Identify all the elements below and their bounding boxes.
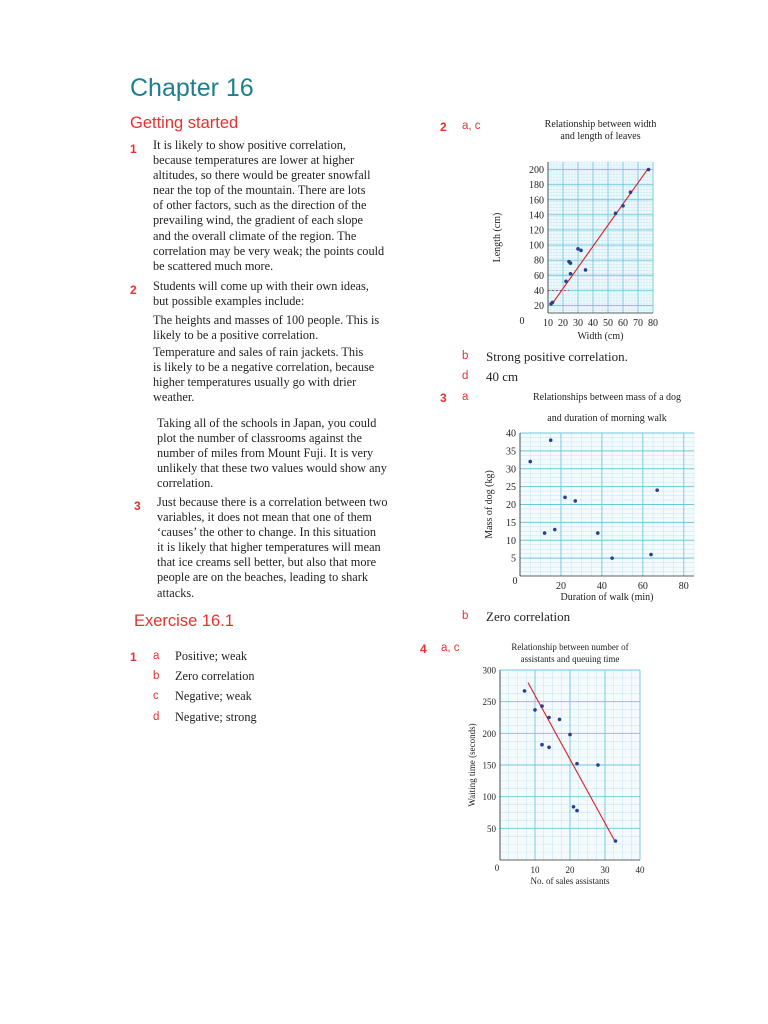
y-tick-label: 10 (506, 535, 516, 547)
right-q3b-answer: Zero correlation (486, 609, 571, 624)
chart-title: and duration of morning walk (547, 413, 667, 424)
data-point (575, 809, 579, 813)
data-point (579, 249, 583, 253)
x-tick-label: 30 (600, 865, 610, 875)
x-tick-label: 80 (678, 581, 689, 592)
chart-title: Relationship between number of (511, 642, 629, 652)
right-q3-number: 3 (440, 391, 447, 405)
right-q4-parts: a, c (441, 642, 460, 654)
y-tick-label: 100 (482, 792, 496, 803)
x-tick-label: 0 (512, 576, 518, 587)
data-point (649, 553, 653, 557)
x-tick-label: 40 (588, 318, 598, 329)
x-axis-label: Duration of walk (min) (560, 592, 654, 603)
chart-title: Relationship between width (544, 119, 657, 130)
data-point (547, 745, 551, 749)
data-point (528, 460, 532, 464)
y-tick-label: 20 (534, 300, 544, 312)
data-point (543, 531, 547, 535)
y-tick-label: 100 (529, 240, 544, 252)
data-point (621, 204, 625, 208)
data-point (655, 488, 659, 492)
right-q2-number: 2 (440, 120, 447, 134)
x-tick-label: 60 (618, 318, 628, 329)
y-tick-label: 35 (506, 446, 516, 458)
y-tick-label: 50 (487, 823, 496, 834)
x-tick-label: 30 (573, 318, 583, 329)
x-tick-label: 80 (648, 318, 658, 329)
data-point (647, 168, 651, 172)
x-tick-label: 40 (596, 581, 607, 592)
y-axis-label: Mass of dog (kg) (484, 470, 495, 539)
right-q2b-letter: b (462, 350, 469, 362)
y-tick-label: 140 (529, 210, 544, 222)
data-point (596, 531, 600, 535)
y-tick-label: 180 (529, 180, 544, 192)
y-axis-label: Waiting time (seconds) (467, 723, 477, 807)
gs-q2-example-2: Temperature and sales of rain jackets. This is likely to be a negative correlation, because higher temperatures usually go with drier weather. (153, 345, 375, 405)
chart-title: Relationships between mass of a dog (532, 392, 682, 403)
y-axis-label: Length (cm) (492, 212, 503, 263)
right-q2-parts: a, c (462, 120, 481, 132)
data-point (610, 556, 614, 560)
gs-q1-number: 1 (130, 142, 137, 156)
data-point (563, 496, 567, 500)
x-axis-label: No. of sales assistants (530, 876, 610, 886)
y-tick-label: 15 (506, 517, 516, 529)
exercise-item-text: Negative; strong (175, 710, 257, 724)
x-tick-label: 20 (565, 865, 575, 875)
gs-q2-number: 2 (130, 283, 137, 297)
chart-title: assistants and queuing time (520, 654, 620, 664)
data-point (573, 499, 577, 503)
y-tick-label: 150 (482, 760, 496, 771)
data-point (564, 279, 568, 283)
x-tick-label: 70 (633, 318, 643, 329)
x-tick-label: 50 (603, 318, 613, 329)
exercise-item-text: Positive; weak (175, 649, 248, 663)
gs-q2-example-1: The heights and masses of 100 people. This is likely to be a positive correlation. (153, 313, 380, 343)
x-tick-label: 20 (558, 318, 568, 329)
gs-q2-intro: Students will come up with their own ideas, but possible examples include: (153, 279, 369, 309)
y-tick-label: 40 (506, 428, 516, 440)
data-point (614, 212, 618, 216)
right-q2d-answer: 40 cm (486, 369, 519, 384)
dog-mass-walk-chart (470, 388, 700, 606)
gs-q3-number: 3 (134, 499, 141, 513)
data-point (540, 743, 544, 747)
x-tick-label: 10 (530, 865, 540, 875)
x-tick-label: 40 (635, 865, 645, 875)
gs-q3-text: Just because there is a correlation between two variables, it does not mean that one of them ‘causes’ the other to change. In this situation it is likely that higher temperatures will mean that ice creams sell better, but also that more people are on the beaches, leading to shark attacks. (157, 495, 388, 600)
x-tick-label: 20 (555, 581, 566, 592)
data-point (553, 528, 557, 532)
y-tick-label: 40 (534, 285, 544, 297)
chapter-title: Chapter 16 (130, 74, 254, 102)
y-tick-label: 300 (482, 665, 496, 676)
gs-q1-text: It is likely to show positive correlation, because temperatures are lower at higher altitudes, so there would be greater snowfall near the top of the mountain. There are lots of other factors, such as the direction of the prevailing wind, the gradient of each slope and the overall climate of the region. The correlation may be very weak; the points could be scattered much more. (153, 138, 385, 273)
exercise-item-letter: a (153, 650, 160, 662)
data-point (533, 708, 537, 712)
y-tick-label: 120 (529, 225, 544, 237)
right-q2b-answer: Strong positive correlation. (486, 349, 628, 364)
exercise-item-text: Zero correlation (175, 669, 255, 683)
exercise-item-letter: d (153, 711, 160, 723)
y-tick-label: 80 (534, 255, 544, 267)
right-q2d-letter: d (462, 370, 469, 382)
y-tick-label: 200 (529, 165, 544, 177)
data-point (549, 438, 553, 442)
data-point (568, 733, 572, 737)
right-q4-number: 4 (420, 642, 427, 656)
data-point (540, 704, 544, 708)
data-point (572, 805, 576, 809)
exercise-item-letter: b (153, 670, 160, 682)
x-tick-label: 60 (637, 581, 648, 592)
exercise-heading: Exercise 16.1 (134, 612, 234, 630)
data-point (596, 763, 600, 767)
data-point (584, 268, 588, 272)
exercise-item-letter: c (153, 690, 159, 702)
x-tick-label: 0 (494, 863, 500, 873)
data-point (614, 839, 618, 843)
getting-started-heading: Getting started (130, 114, 239, 132)
x-axis-label: Width (cm) (577, 331, 624, 342)
data-point (575, 762, 579, 766)
x-tick-label: 10 (543, 318, 553, 329)
data-point (569, 261, 573, 265)
data-point (569, 272, 573, 276)
gs-q2-example-3: Taking all of the schools in Japan, you could plot the number of classrooms against the number of miles from Mount Fuji. It is very unlikely that these two values would show any correlation. (157, 416, 387, 491)
y-tick-label: 25 (506, 482, 516, 494)
chart-title: and length of leaves (560, 131, 641, 142)
exercise-q1-number: 1 (130, 650, 137, 664)
exercise-item-text: Negative; weak (175, 689, 252, 703)
y-tick-label: 5 (511, 553, 516, 565)
y-tick-label: 250 (482, 697, 496, 708)
right-q3b-letter: b (462, 610, 469, 622)
data-point (558, 718, 562, 722)
y-tick-label: 20 (506, 500, 516, 511)
data-point (547, 716, 551, 720)
x-tick-label: 0 (519, 316, 525, 327)
assistants-queuing-chart (460, 640, 660, 890)
leaf-width-length-chart (470, 115, 700, 350)
data-point (629, 190, 633, 194)
data-point (523, 689, 527, 693)
right-q3-part: a (462, 391, 469, 403)
data-point (551, 301, 555, 305)
y-tick-label: 200 (482, 728, 496, 739)
y-tick-label: 30 (506, 464, 516, 476)
y-tick-label: 160 (529, 195, 544, 207)
y-tick-label: 60 (534, 270, 544, 282)
